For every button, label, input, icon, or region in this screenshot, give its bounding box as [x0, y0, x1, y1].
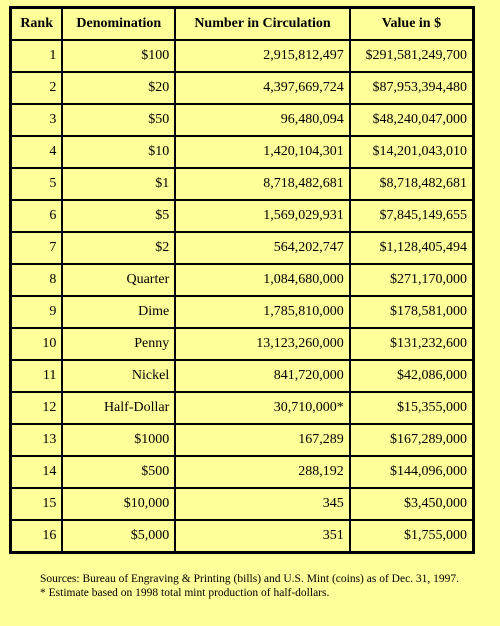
table-row: [11, 264, 473, 296]
value-cell: $14,201,043,010: [350, 136, 473, 168]
table-body: [11, 40, 473, 552]
header-denomination: Denomination: [62, 8, 175, 40]
table-row: [11, 456, 473, 488]
denomination-cell: Penny: [62, 328, 175, 360]
table-row: [11, 104, 473, 136]
rank-cell: 8: [11, 264, 62, 296]
rank-cell: 2: [11, 72, 62, 104]
rank-cell: 1: [11, 40, 62, 72]
circulation-cell: 8,718,482,681: [175, 168, 350, 200]
table-row: [11, 168, 473, 200]
rank-cell: 11: [11, 360, 62, 392]
denomination-cell: Nickel: [62, 360, 175, 392]
value-cell: $1,128,405,494: [350, 232, 473, 264]
table-row: [11, 392, 473, 424]
rank-cell: 15: [11, 488, 62, 520]
value-cell: $178,581,000: [350, 296, 473, 328]
table-row: [11, 232, 473, 264]
table-row: [11, 296, 473, 328]
denomination-cell: $500: [62, 456, 175, 488]
rank-cell: 6: [11, 200, 62, 232]
circulation-cell: 1,785,810,000: [175, 296, 350, 328]
header-number-in-circulation: Number in Circulation: [175, 8, 350, 40]
rank-cell: 4: [11, 136, 62, 168]
table-row: [11, 136, 473, 168]
table-row: [11, 72, 473, 104]
denomination-cell: $50: [62, 104, 175, 136]
denomination-cell: $10: [62, 136, 175, 168]
table-header-row: [11, 8, 473, 40]
table-row: [11, 200, 473, 232]
rank-cell: 10: [11, 328, 62, 360]
circulation-cell: 96,480,094: [175, 104, 350, 136]
value-cell: $42,086,000: [350, 360, 473, 392]
denomination-cell: $10,000: [62, 488, 175, 520]
denomination-cell: Dime: [62, 296, 175, 328]
header-rank: Rank: [11, 8, 62, 40]
currency-table: [9, 6, 475, 554]
value-cell: $87,953,394,480: [350, 72, 473, 104]
denomination-cell: $100: [62, 40, 175, 72]
denomination-cell: Half-Dollar: [62, 392, 175, 424]
denomination-cell: $5: [62, 200, 175, 232]
rank-cell: 14: [11, 456, 62, 488]
header-value: Value in $: [350, 8, 473, 40]
rank-cell: 16: [11, 520, 62, 552]
denomination-cell: $1: [62, 168, 175, 200]
rank-cell: 7: [11, 232, 62, 264]
denomination-cell: $2: [62, 232, 175, 264]
circulation-cell: 288,192: [175, 456, 350, 488]
table-row: [11, 488, 473, 520]
denomination-cell: Quarter: [62, 264, 175, 296]
value-cell: $1,755,000: [350, 520, 473, 552]
denomination-cell: $1000: [62, 424, 175, 456]
value-cell: $144,096,000: [350, 456, 473, 488]
footnote-text: * Estimate based on 1998 total mint production of half-dollars.: [40, 587, 330, 599]
circulation-cell: 13,123,260,000: [175, 328, 350, 360]
circulation-cell: 1,084,680,000: [175, 264, 350, 296]
rank-cell: 9: [11, 296, 62, 328]
value-cell: $8,718,482,681: [350, 168, 473, 200]
circulation-cell: 1,420,104,301: [175, 136, 350, 168]
circulation-cell: 345: [175, 488, 350, 520]
value-cell: $15,355,000: [350, 392, 473, 424]
table-row: [11, 328, 473, 360]
circulation-cell: 2,915,812,497: [175, 40, 350, 72]
circulation-cell: 167,289: [175, 424, 350, 456]
rank-cell: 12: [11, 392, 62, 424]
denomination-cell: $5,000: [62, 520, 175, 552]
value-cell: $131,232,600: [350, 328, 473, 360]
rank-cell: 13: [11, 424, 62, 456]
value-cell: $167,289,000: [350, 424, 473, 456]
value-cell: $271,170,000: [350, 264, 473, 296]
circulation-cell: 1,569,029,931: [175, 200, 350, 232]
value-cell: $48,240,047,000: [350, 104, 473, 136]
circulation-cell: 4,397,669,724: [175, 72, 350, 104]
circulation-cell: 30,710,000*: [175, 392, 350, 424]
sources-text: Sources: Bureau of Engraving & Printing (bills) and U.S. Mint (coins) as of Dec. 31, 1997.: [40, 573, 460, 585]
table-row: [11, 360, 473, 392]
circulation-cell: 841,720,000: [175, 360, 350, 392]
denomination-cell: $20: [62, 72, 175, 104]
table-row: [11, 40, 473, 72]
circulation-cell: 564,202,747: [175, 232, 350, 264]
table-row: [11, 424, 473, 456]
value-cell: $3,450,000: [350, 488, 473, 520]
circulation-cell: 351: [175, 520, 350, 552]
source-notes: [40, 572, 480, 600]
value-cell: $7,845,149,655: [350, 200, 473, 232]
rank-cell: 5: [11, 168, 62, 200]
table-row: [11, 520, 473, 552]
rank-cell: 3: [11, 104, 62, 136]
value-cell: $291,581,249,700: [350, 40, 473, 72]
